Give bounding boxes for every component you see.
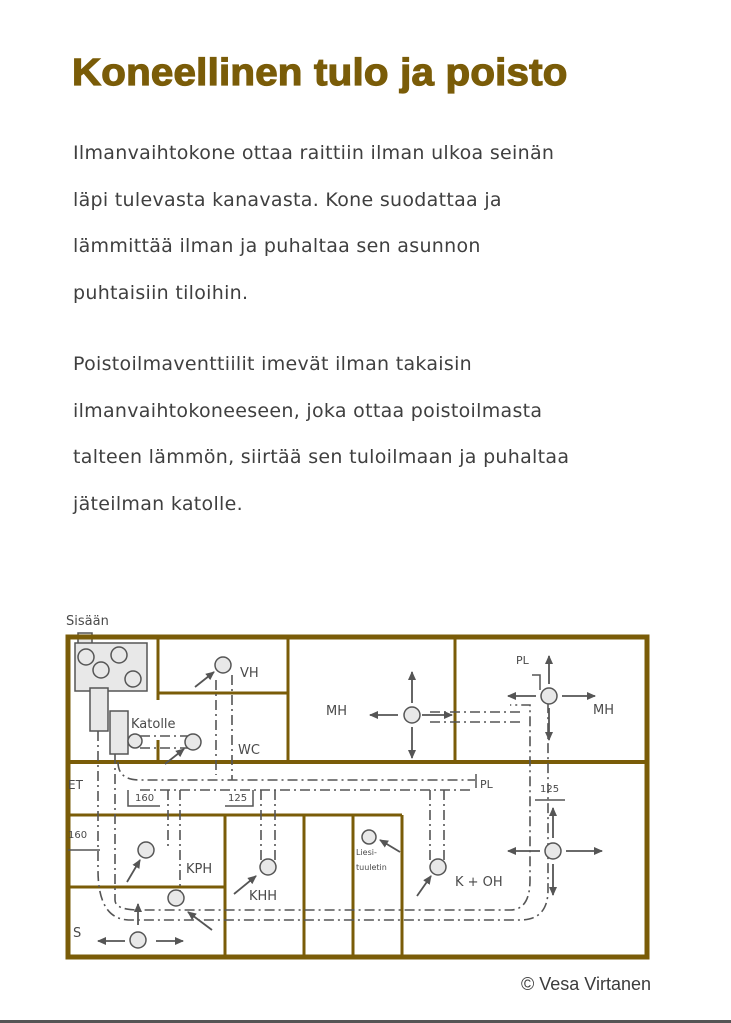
unit-filter-2 bbox=[110, 711, 128, 754]
label-dim-160: 160 bbox=[68, 830, 88, 841]
label-mh-left: MH bbox=[326, 704, 347, 719]
valve-kph-exhaust bbox=[168, 890, 184, 906]
unit-filter-1 bbox=[90, 688, 108, 731]
text-line: Poistoilmaventtiilit imevät ilman takaisin bbox=[73, 353, 472, 375]
label-mh-right: MH bbox=[593, 703, 614, 718]
page-title: Koneellinen tulo ja poisto bbox=[72, 52, 568, 94]
valve-mh-left bbox=[404, 707, 420, 723]
ventilation-unit bbox=[75, 633, 147, 754]
unit-port bbox=[111, 647, 127, 663]
label-dim-125: 125 bbox=[228, 793, 248, 804]
roof-exhaust-port bbox=[128, 734, 142, 748]
outer-wall bbox=[68, 637, 647, 957]
arrow-icon bbox=[188, 912, 212, 930]
unit-port bbox=[93, 662, 109, 678]
valve-s bbox=[130, 932, 146, 948]
text-line: läpi tulevasta kanavasta. Kone suodattaa ja bbox=[73, 188, 502, 211]
arrow-icon bbox=[380, 840, 400, 852]
valves bbox=[130, 657, 561, 948]
unit-port bbox=[125, 671, 141, 687]
text-line: puhtaisiin tiloihin. bbox=[73, 281, 249, 304]
arrow-icon bbox=[127, 860, 140, 882]
label-roof-exhaust: Katolle bbox=[131, 717, 176, 732]
valve-mh-right bbox=[541, 688, 557, 704]
text-line: lämmittää ilman ja puhaltaa sen asunnon bbox=[73, 235, 481, 257]
text-line: Ilmanvaihtokone ottaa raittiin ilman ulkoa seinän bbox=[73, 142, 555, 164]
label-intake: Sisään bbox=[66, 614, 109, 629]
text-line: talteen lämmön, siirtää sen tuloilmaan ja puhaltaa bbox=[73, 446, 570, 468]
valve-kph bbox=[138, 842, 154, 858]
valve-hood bbox=[362, 830, 376, 844]
label-et: ET bbox=[68, 778, 83, 792]
unit-port bbox=[78, 649, 94, 665]
label-vh: VH bbox=[240, 666, 259, 681]
label-kph: KPH bbox=[186, 862, 213, 877]
walls bbox=[68, 637, 647, 957]
valve-wc bbox=[185, 734, 201, 750]
valve-vh bbox=[215, 657, 231, 673]
label-dim-125: 125 bbox=[540, 784, 560, 795]
label-khh: KHH bbox=[249, 889, 278, 904]
copyright: © Vesa Virtanen bbox=[521, 974, 652, 994]
text-line: jäteilman katolle. bbox=[73, 492, 243, 515]
label-wc: WC bbox=[238, 743, 260, 758]
label-k-oh: K + OH bbox=[455, 875, 503, 890]
label-pl-top: PL bbox=[516, 654, 529, 667]
arrow-icon bbox=[417, 876, 431, 896]
duct-branch bbox=[118, 762, 475, 780]
valve-koh bbox=[430, 859, 446, 875]
label-s: S bbox=[73, 926, 82, 941]
valve-khh bbox=[260, 859, 276, 875]
ventilation-floorplan bbox=[0, 600, 731, 970]
label-hood: tuuletin bbox=[356, 863, 387, 872]
paragraph-supply bbox=[73, 130, 554, 316]
arrow-icon bbox=[195, 672, 214, 687]
label-hood: Liesi- bbox=[356, 848, 377, 857]
label-dim-160: 160 bbox=[135, 793, 155, 804]
paragraph-exhaust bbox=[73, 341, 569, 527]
text-line: ilmanvaihtokoneeseen, joka ottaa poistoilmasta bbox=[73, 399, 543, 422]
valve-east bbox=[545, 843, 561, 859]
label-pl-mid: PL bbox=[480, 778, 493, 791]
